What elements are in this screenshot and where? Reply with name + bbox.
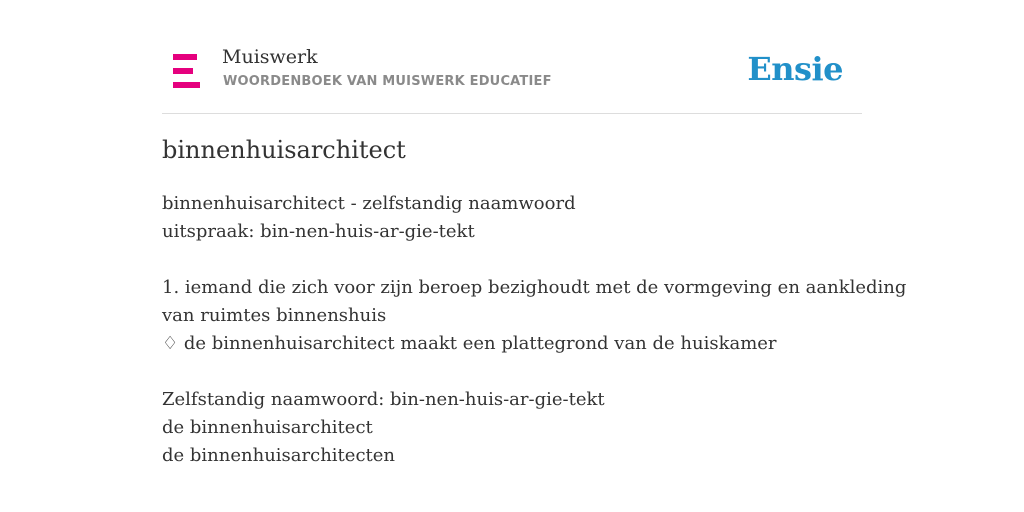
singular-line: de binnenhuisarchitect	[162, 417, 373, 438]
logo-bar-bottom	[173, 82, 200, 88]
muiswerk-e-logo-icon[interactable]	[173, 54, 200, 88]
definition-body	[162, 190, 907, 470]
example-line: ♢ de binnenhuisarchitect maakt een plattegrond van de huiskamer	[162, 333, 777, 354]
plural-line: de binnenhuisarchitecten	[162, 445, 395, 466]
ensie-brand-logo[interactable]: Ensie	[747, 50, 843, 88]
meaning-line-1: 1. iemand die zich voor zijn beroep bezighoudt met de vormgeving en aankleding	[162, 277, 907, 298]
header	[162, 40, 862, 114]
source-title[interactable]: Muiswerk	[222, 46, 318, 68]
logo-bar-middle	[173, 68, 193, 74]
source-subtitle: WOORDENBOEK VAN MUISWERK EDUCATIEF	[223, 74, 552, 89]
logo-bar-top	[173, 54, 197, 60]
meaning-line-2: van ruimtes binnenshuis	[162, 305, 387, 326]
pronunciation-line: uitspraak: bin-nen-huis-ar-gie-tekt	[162, 221, 475, 242]
spacer	[162, 246, 872, 274]
noun-line: Zelfstandig naamwoord: bin-nen-huis-ar-gie-tekt	[162, 389, 605, 410]
spacer	[162, 358, 872, 386]
entry-title: binnenhuisarchitect	[162, 136, 406, 164]
word-type-line: binnenhuisarchitect - zelfstandig naamwoord	[162, 193, 576, 214]
